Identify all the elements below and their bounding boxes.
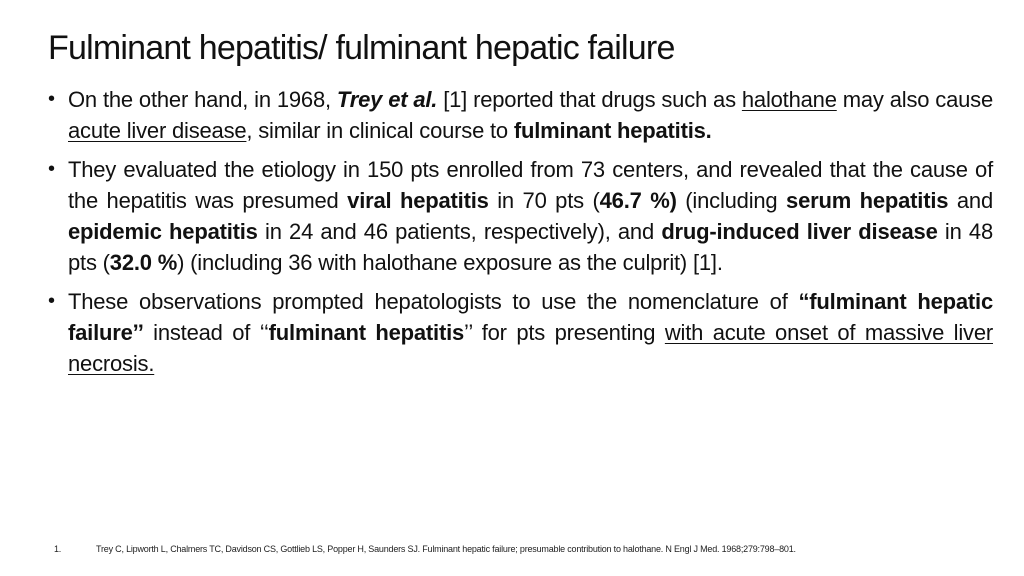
bullet-text: [1] reported that drugs such as bbox=[437, 87, 742, 112]
bullet-text: , similar in clinical course to bbox=[246, 118, 514, 143]
bullet-text: ) (including 36 with halothane exposure as the culprit) [1]. bbox=[177, 250, 723, 275]
bullet-list bbox=[48, 84, 993, 387]
bold-term: epidemic hepatitis bbox=[68, 219, 258, 244]
citation-author: Trey et al. bbox=[336, 87, 438, 112]
bullet-text: in 70 pts ( bbox=[488, 188, 600, 213]
bold-term: serum hepatitis bbox=[786, 188, 949, 213]
bold-term: viral hepatitis bbox=[347, 188, 489, 213]
footnote-text: Trey C, Lipworth L, Chalmers TC, Davidson CS, Gottlieb LS, Popper H, Saunders SJ. Fulminant hepatic failure; presumable contribution to halothane. N Engl J Med. 1968;279:798–801. bbox=[96, 544, 796, 554]
underlined-term: with acute onset of massive liver necrosis. bbox=[68, 320, 993, 376]
bullet-text: These observations prompted hepatologists to use the nomenclature of bbox=[68, 289, 799, 314]
bullet-text: and bbox=[948, 188, 993, 213]
bold-term: fulminant hepatitis. bbox=[513, 118, 712, 143]
bold-term: 32.0 % bbox=[109, 250, 178, 275]
bullet-item bbox=[48, 154, 993, 278]
bold-term: fulminant hepatitis bbox=[268, 320, 465, 345]
bullet-text: instead of ‘‘ bbox=[143, 320, 269, 345]
slide-title: Fulminant hepatitis/ fulminant hepatic failure bbox=[48, 29, 675, 67]
bullet-text: in 24 and 46 patients, respectively), and bbox=[257, 219, 662, 244]
bullet-text: They evaluated the etiology in 150 pts enrolled from 73 centers, and revealed that the cause of the hepatitis was presumed bbox=[68, 157, 993, 213]
bullet-text: in 48 pts ( bbox=[68, 219, 994, 275]
bold-term: 46.7 %) bbox=[599, 188, 677, 213]
footnote-number: 1. bbox=[54, 544, 62, 554]
bold-term: drug-induced liver disease bbox=[661, 219, 938, 244]
bullet-text: may also cause bbox=[836, 87, 993, 112]
bullet-item bbox=[48, 84, 993, 146]
underlined-term: halothane bbox=[741, 87, 837, 112]
bullet-text: (including bbox=[676, 188, 787, 213]
footnote bbox=[54, 543, 974, 555]
bold-term: “fulminant hepatic failure’’ bbox=[68, 289, 993, 345]
bullet-text: On the other hand, in 1968, bbox=[68, 87, 337, 112]
underlined-term: acute liver disease bbox=[68, 118, 247, 143]
bullet-text: ’’ for pts presenting bbox=[464, 320, 665, 345]
bullet-item bbox=[48, 286, 993, 379]
